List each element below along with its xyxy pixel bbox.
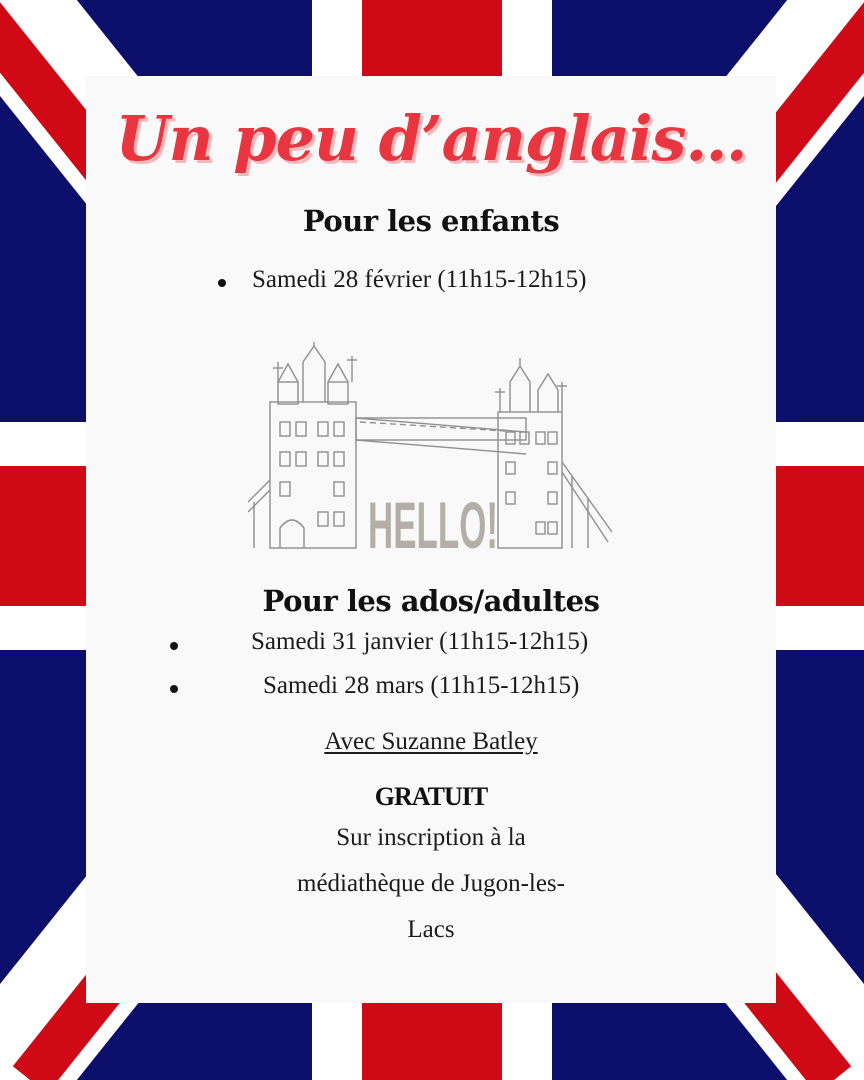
hello-lettering: HELLO!	[368, 488, 498, 552]
kids-session: Samedi 28 février (11h15-12h15)	[252, 266, 587, 293]
bullet-icon	[170, 685, 178, 693]
poster-title: Un peu d’anglais…	[115, 102, 747, 175]
registration-line-1: Sur inscription à la	[336, 824, 526, 851]
tower-bridge-illustration	[248, 342, 618, 552]
host-line: Avec Suzanne Batley	[324, 728, 538, 755]
teens-session-1: Samedi 31 janvier (11h15-12h15)	[251, 628, 589, 655]
teens-adults-heading: Pour les ados/adultes	[262, 584, 600, 618]
bullet-icon	[218, 279, 226, 287]
registration-line-2: médiathèque de Jugon-les-	[297, 870, 565, 897]
bullet-icon	[170, 642, 178, 650]
registration-line-3: Lacs	[407, 916, 455, 943]
kids-heading: Pour les enfants	[302, 204, 560, 238]
price-label: GRATUIT	[374, 782, 488, 811]
teens-session-2: Samedi 28 mars (11h15-12h15)	[263, 672, 580, 699]
poster-card	[86, 76, 776, 1003]
